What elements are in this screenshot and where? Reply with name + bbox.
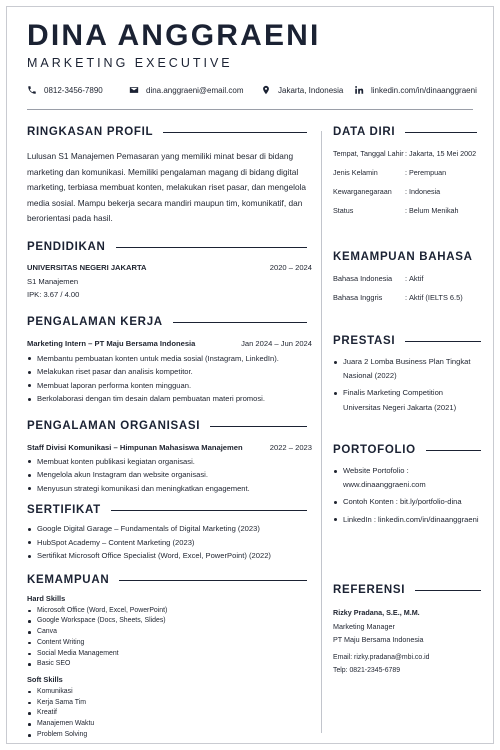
- personal-row: Tempat, Tanggal Lahir : Jakarta, 15 Mei 2002: [333, 149, 477, 158]
- personal-row: Jenis Kelamin : Perempuan: [333, 168, 447, 177]
- list-item: Berkolaborasi dengan tim desain dalam pembuatan materi promosi.: [27, 392, 312, 406]
- section-title-personal: [333, 126, 477, 138]
- resume-page: [6, 6, 494, 744]
- education-header: [27, 261, 312, 275]
- list-item[interactable]: LinkedIn : linkedin.com/in/dinaanggraeni: [333, 513, 479, 527]
- soft-skills-title: Soft Skills: [27, 675, 63, 685]
- organization-duties: [27, 455, 312, 496]
- hard-skills-list: [27, 606, 312, 671]
- contact-location-text: Jakarta, Indonesia: [278, 85, 344, 95]
- personal-row: Status : Belum Menikah: [333, 206, 459, 215]
- section-title-text: PENGALAMAN KERJA: [27, 316, 163, 328]
- section-title-text: RINGKASAN PROFIL: [27, 126, 154, 138]
- list-item: Membantu pembuatan konten untuk media sosial (Instagram, LinkedIn).: [27, 352, 312, 366]
- personal-value: Belum Menikah: [409, 206, 459, 215]
- section-title-portfolio: [333, 444, 481, 456]
- list-item: Manajemen Waktu: [27, 719, 312, 730]
- personal-key: Status: [333, 206, 354, 215]
- organization-header: [27, 441, 312, 455]
- list-item: Social Media Management: [27, 649, 312, 660]
- linkedin-icon: [354, 85, 364, 95]
- contact-email: [129, 85, 244, 95]
- profile-summary: Lulusan S1 Manajemen Pemasaran yang memiliki minat besar di bidang marketing dan komunikasi. Memiliki pengalaman magang di bidang digital marketing, terbiasa membuat konten, melakukan riset pasar, dan mengelola media sosial. Mampu bekerja secara mandiri maupun tim, komunikatif, dan berorientasi pada hasil.: [27, 151, 307, 223]
- section-title-text: KEMAMPUAN BAHASA: [333, 251, 473, 263]
- contact-linkedin: [354, 85, 477, 95]
- reference-role: Marketing Manager: [333, 621, 395, 631]
- personal-data-block: [333, 148, 483, 216]
- list-item: HubSpot Academy – Content Marketing (2023): [27, 536, 312, 550]
- contact-phone: [27, 85, 103, 95]
- section-rule: [405, 341, 481, 342]
- resume-header: [27, 19, 477, 70]
- section-title-work: [27, 316, 307, 328]
- work-date: Jan 2024 – Jun 2024: [241, 339, 312, 348]
- section-title-text: PENDIDIKAN: [27, 241, 106, 253]
- mail-icon: [129, 85, 139, 95]
- phone-icon: [27, 85, 37, 95]
- languages-block: [333, 273, 483, 303]
- list-item: Google Digital Garage – Fundamentals of Digital Marketing (2023): [27, 522, 312, 536]
- personal-key: Jenis Kelamin: [333, 168, 378, 177]
- reference-name: Rizky Pradana, S.E., M.M.: [333, 608, 420, 617]
- skills-block: [27, 592, 312, 741]
- list-item: Menyusun strategi komunikasi dan meningkatkan engagement.: [27, 482, 312, 496]
- reference-block: [333, 606, 479, 678]
- header-divider: [27, 109, 473, 110]
- list-item: Kreatif: [27, 708, 312, 719]
- organization-date: 2022 – 2023: [269, 443, 312, 452]
- section-title-text: DATA DIRI: [333, 126, 396, 138]
- list-item: Sertifikat Microsoft Office Specialist (Word, Excel, PowerPoint) (2022): [27, 549, 312, 563]
- section-title-text: PRESTASI: [333, 335, 396, 347]
- section-rule: [163, 132, 307, 133]
- work-position: Marketing Intern – PT Maju Bersama Indonesia: [27, 339, 196, 348]
- education-block: [27, 261, 312, 302]
- list-item: Problem Solving: [27, 730, 312, 741]
- list-item: Membuat konten publikasi kegiatan organisasi.: [27, 455, 312, 469]
- list-item: Content Writing: [27, 638, 312, 649]
- list-item: Membuat laporan performa konten mingguan.: [27, 379, 312, 393]
- reference-company: PT Maju Bersama Indonesia: [333, 635, 424, 644]
- language-name: Bahasa Inggris: [333, 293, 383, 302]
- section-title-profile: [27, 126, 307, 138]
- section-title-text: PENGALAMAN ORGANISASI: [27, 420, 201, 432]
- list-item: Microsoft Office (Word, Excel, PowerPoint): [27, 606, 312, 617]
- section-title-text: KEMAMPUAN: [27, 574, 110, 586]
- contact-location: [261, 85, 343, 95]
- section-title-text: SERTIFIKAT: [27, 504, 101, 516]
- language-row: Bahasa Indonesia : Aktif: [333, 274, 424, 283]
- contact-linkedin-text: linkedin.com/in/dinaanggraeni: [371, 85, 477, 95]
- list-item[interactable]: Contoh Konten : bit.ly/portfolio-dina: [333, 495, 479, 509]
- list-item: Mengelola akun Instagram dan website organisasi.: [27, 468, 312, 482]
- language-level: Aktif: [409, 274, 424, 283]
- list-item: Basic SEO: [27, 659, 312, 670]
- section-rule: [426, 450, 481, 451]
- section-rule: [119, 580, 307, 581]
- list-item: Finalis Marketing Competition Universitas Negeri Jakarta (2021): [333, 386, 479, 414]
- language-row: Bahasa Inggris : Aktif (IELTS 6.5): [333, 293, 463, 302]
- portfolio-list: [333, 464, 479, 527]
- work-block: [27, 337, 312, 406]
- portfolio-block: [333, 464, 479, 530]
- certificates-block: [27, 522, 312, 563]
- section-rule: [116, 247, 307, 248]
- language-level: Aktif (IELTS 6.5): [409, 293, 463, 302]
- section-rule: [415, 590, 481, 591]
- section-rule: [173, 322, 307, 323]
- achievements-block: [333, 355, 479, 418]
- education-major: S1 Manajemen: [27, 276, 79, 286]
- organization-position: Staff Divisi Komunikasi – Himpunan Mahasiswa Manajemen: [27, 443, 243, 452]
- candidate-role: MARKETING EXECUTIVE: [27, 56, 233, 70]
- section-title-languages: [333, 251, 481, 263]
- achievements-list: [333, 355, 479, 415]
- contact-bar: [27, 85, 479, 101]
- section-title-education: [27, 241, 307, 253]
- section-rule: [210, 426, 307, 427]
- personal-value: Perempuan: [409, 168, 447, 177]
- list-item: Canva: [27, 627, 312, 638]
- list-item: Melakukan riset pasar dan analisis kompetitor.: [27, 365, 312, 379]
- section-title-organization: [27, 420, 307, 432]
- section-title-skills: [27, 574, 307, 586]
- personal-value: Jakarta, 15 Mei 2002: [409, 149, 477, 158]
- school-name: UNIVERSITAS NEGERI JAKARTA: [27, 263, 147, 272]
- language-name: Bahasa Indonesia: [333, 274, 393, 283]
- personal-row: Kewarganegaraan : Indonesia: [333, 187, 441, 196]
- section-rule: [405, 132, 477, 133]
- list-item: Juara 2 Lomba Business Plan Tingkat Nasional (2022): [333, 355, 479, 383]
- soft-skills-list: [27, 687, 312, 741]
- list-item: Google Workspace (Docs, Sheets, Slides): [27, 616, 312, 627]
- hard-skills-title: Hard Skills: [27, 594, 66, 603]
- location-pin-icon: [261, 85, 271, 95]
- contact-email-text: dina.anggraeni@email.com: [146, 85, 244, 95]
- contact-phone-text: 0812-3456-7890: [44, 85, 103, 95]
- work-duties: [27, 352, 312, 406]
- reference-phone: Telp: 0821-2345-6789: [333, 667, 401, 674]
- education-date: 2020 – 2024: [269, 263, 312, 272]
- section-title-achievements: [333, 335, 481, 347]
- list-item: Komunikasi: [27, 687, 312, 698]
- personal-key: Tempat, Tanggal Lahir: [333, 149, 404, 158]
- certificates-list: [27, 522, 312, 563]
- reference-email: Email: rizky.pradana@mbi.co.id: [333, 653, 430, 661]
- candidate-name: DINA ANGGRAENI: [27, 19, 321, 52]
- section-title-reference: [333, 584, 481, 596]
- list-item[interactable]: Website Portofolio : www.dinaanggraeni.com: [333, 464, 479, 492]
- list-item: Kerja Sama Tim: [27, 698, 312, 709]
- personal-value: Indonesia: [409, 187, 441, 196]
- personal-key: Kewarganegaraan: [333, 187, 392, 196]
- column-divider: [321, 131, 322, 733]
- organization-block: [27, 441, 312, 495]
- section-title-text: REFERENSI: [333, 584, 406, 596]
- education-gpa: IPK: 3.67 / 4.00: [27, 290, 80, 299]
- section-rule: [111, 510, 307, 511]
- section-title-text: PORTOFOLIO: [333, 444, 416, 456]
- section-title-certificates: [27, 504, 307, 516]
- work-header: [27, 337, 312, 351]
